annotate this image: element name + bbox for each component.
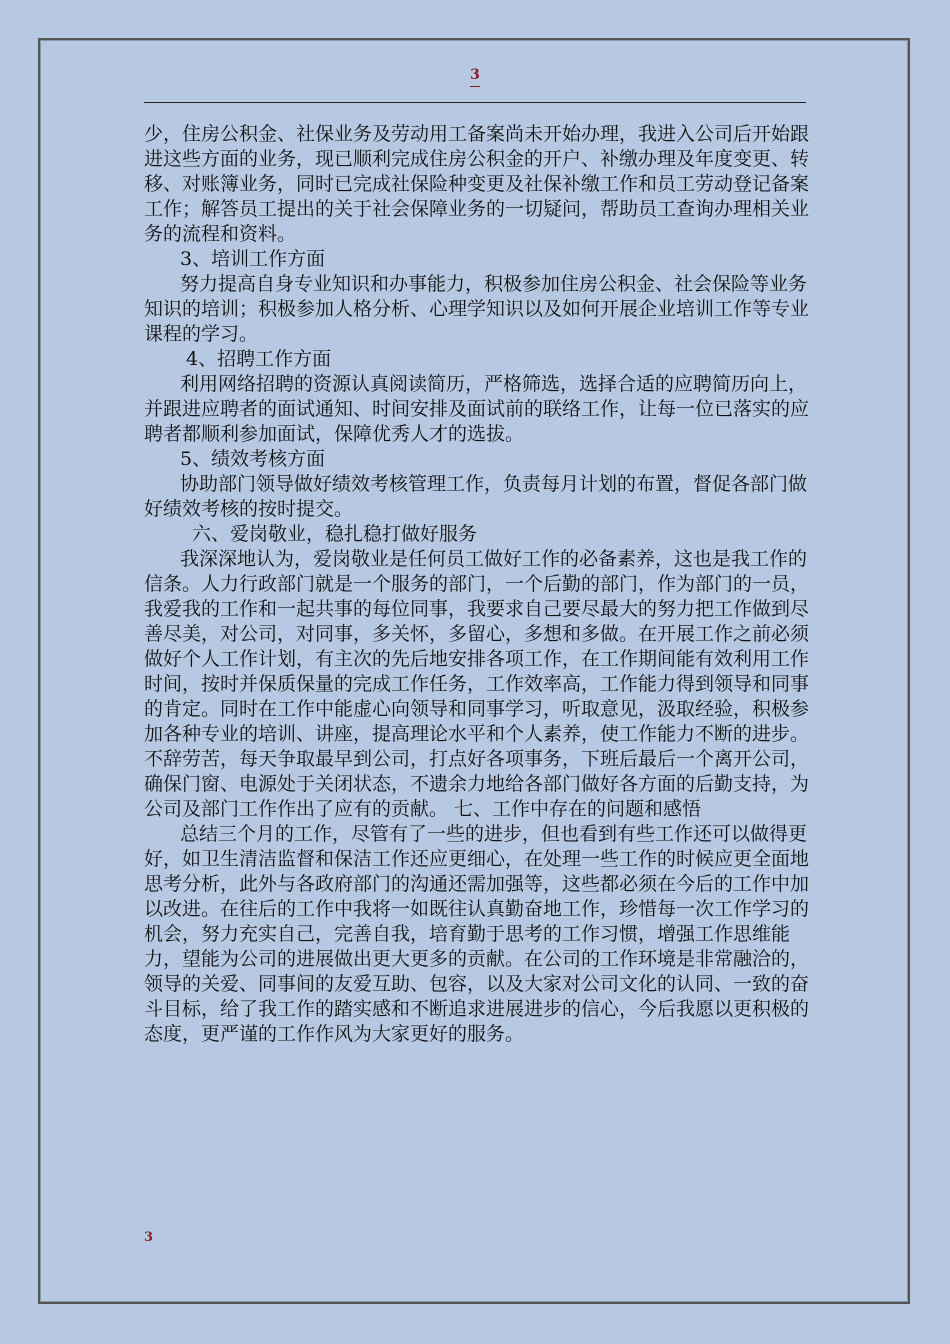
section-heading-recruitment: 4、招聘工作方面: [186, 348, 332, 370]
paragraph-training: 努力提高自身专业知识和办事能力，积极参加住房公积金、社会保险等业务知识的培训；积极参加人格分析、心理学知识以及如何开展企业培训工作等专业课程的学习。: [144, 273, 810, 345]
paragraph-performance: 协助部门领导做好绩效考核管理工作，负责每月计划的布置，督促各部门做好绩效考核的按时提交。: [144, 473, 808, 520]
section-heading-dedication: 六、爱岗敬业，稳扎稳打做好服务: [192, 523, 478, 545]
header-rule: [144, 102, 806, 103]
document-body: [144, 122, 820, 1047]
paragraph-continued: 少，住房公积金、社保业务及劳动用工备案尚未开始办理，我进入公司后开始跟进这些方面的业务，现已顺利完成住房公积金的开户、补缴办理及年度变更、转移、对账簿业务，同时已完成社保险种变更及社保补缴工作和员工劳动登记备案工作；解答员工提出的关于社会保障业务的一切疑问，帮助员工查询办理相关业务的流程和资料。: [144, 123, 810, 245]
section-heading-training: 3、培训工作方面: [180, 248, 326, 270]
header-page-number: 3: [470, 67, 480, 83]
footer-page-number: 3: [144, 1230, 154, 1245]
paragraph-dedication: 我深深地认为，爱岗敬业是任何员工做好工作的必备素养，这也是我工作的信条。人力行政部门就是一个服务的部门，一个后勤的部门，作为部门的一员，我爱我的工作和一起共事的每位同事，我要求自己要尽最大的努力把工作做到尽善尽美，对公司，对同事，多关怀，多留心，多想和多做。在开展工作之前必须做好个人工作计划，有主次的先后地安排各项工作，在工作期间能有效利用工作时间，按时并保质保量的完成工作任务，工作效率高，工作能力得到领导和同事的肯定。同时在工作中能虚心向领导和同事学习，听取意见，汲取经验，积极参加各种专业的培训、讲座，提高理论水平和个人素养，使工作能力不断的进步。不辞劳苦，每天争取最早到公司，打点好各项事务，下班后最后一个离开公司，确保门窗、电源处于关闭状态，不遗余力地给各部门做好各方面的后勤支持，为公司及部门工作作出了应有的贡献。 七、工作中存在的问题和感悟: [144, 548, 810, 820]
paragraph-recruitment: 利用网络招聘的资源认真阅读简历，严格筛选，选择合适的应聘简历向上，并跟进应聘者的面试通知、时间安排及面试前的联络工作，让每一位已落实的应聘者都顺利参加面试，保障优秀人才的选拔。: [144, 373, 810, 445]
header-page-number-underline: [470, 86, 480, 87]
section-heading-performance: 5、绩效考核方面: [180, 448, 326, 470]
paragraph-summary: 总结三个月的工作，尽管有了一些的进步，但也看到有些工作还可以做得更好，如卫生清洁监督和保洁工作还应更细心，在处理一些工作的时候应更全面地思考分析，此外与各政府部门的沟通还需加强等，这些都必须在今后的工作中加以改进。在往后的工作中我将一如既往认真勤奋地工作，珍惜每一次工作学习的机会，努力充实自己，完善自我，培育勤于思考的工作习惯，增强工作思维能力，望能为公司的进展做出更大更多的贡献。在公司的工作环境是非常融洽的，领导的关爱、同事间的友爱互助、包容，以及大家对公司文化的认同、一致的奋斗目标，给了我工作的踏实感和不断追求进展进步的信心，今后我愿以更积极的态度，更严谨的工作作风为大家更好的服务。: [144, 823, 810, 1045]
